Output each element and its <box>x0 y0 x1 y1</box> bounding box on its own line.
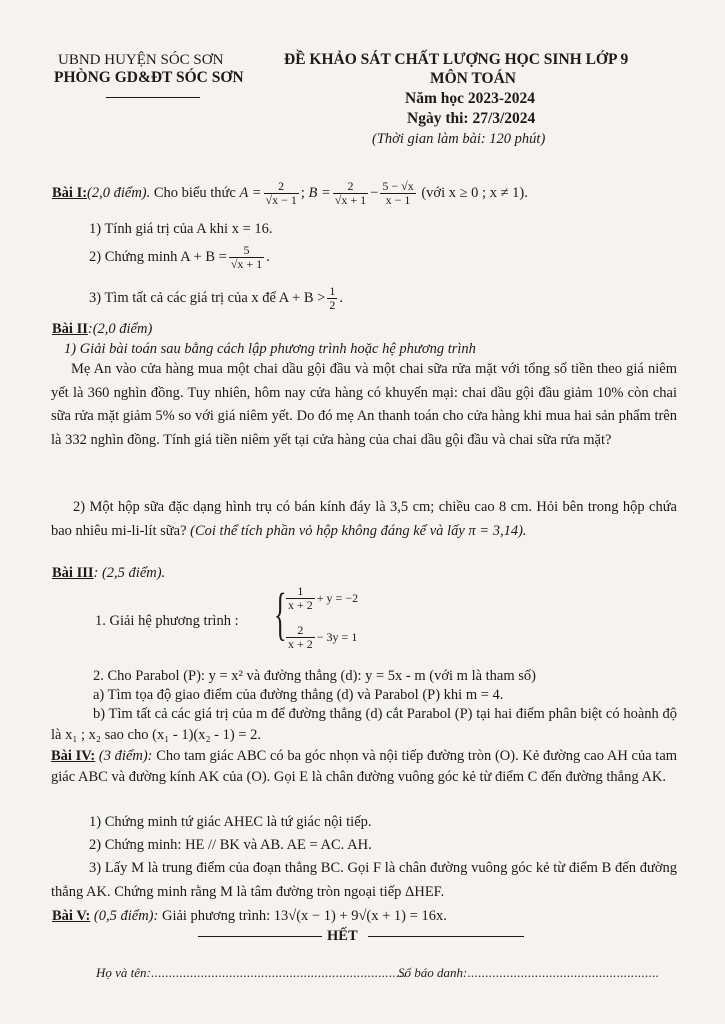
bai1-label: Bài I: <box>52 184 88 201</box>
exam-title: ĐỀ KHẢO SÁT CHẤT LƯỢNG HỌC SINH LỚP 9 <box>284 51 629 68</box>
end-marker: HẾT <box>327 928 358 944</box>
bai3-q1: 1. Giải hệ phương trình : <box>95 613 239 629</box>
system-eq1: $\frac{1}{x + 2}$ + y = −2 <box>288 584 359 612</box>
exam-date: Ngày thi: 27/3/2024 <box>407 110 536 127</box>
bai1-q2: 2) Chứng minh A + B = $\frac{5}{√x + 1}$ . <box>89 243 270 271</box>
bai4-statement: Bài IV: (3 điểm): Cho tam giác ABC có ba góc nhọn và nội tiếp đường tròn (O). Kẻ đường cao AH của tam giác ABC và đường kính AK của (O). Gọi E là chân đường vuông góc kẻ từ điểm C đến đường thẳng AK. <box>51 748 678 785</box>
exam-duration: (Thời gian làm bài: 120 phút) <box>372 131 546 147</box>
bai2-para1: Mẹ An vào cửa hàng mua một chai dầu gội đầu và một chai sữa rửa mặt với tổng số tiền theo giá niêm yết là 360 nghìn đồng. Tuy nhiên, hôm nay cửa hàng có khuyến mại: chai dầu gội đầu giảm 10% còn chai sữa rửa mặt giảm 5% so với giá niêm yết. Do đó mẹ An thanh toán cho cửa hàng khi mua hai sản phẩm trên là 332 nghìn đồng. Tính giá tiền niêm yết tại cửa hàng của chai dầu gội đầu và chai sữa rửa mặt? <box>51 361 677 448</box>
bai2-heading: Bài II:(2,0 điểm) <box>52 321 153 337</box>
q2-fraction: $\frac{5}{√x + 1}$ <box>230 243 263 271</box>
department-name: PHÒNG GD&ĐT SÓC SƠN <box>54 69 244 86</box>
end-rule-left <box>198 936 322 937</box>
bai3-q2: 2. Cho Parabol (P): y = x² và đường thẳng (d): y = 5x - m (với m là tham số) <box>93 668 536 684</box>
bai4-q1: 1) Chứng minh tứ giác AHEC là tứ giác nội tiếp. <box>89 814 372 830</box>
bai4-q3: 3) Lấy M là trung điểm của đoạn thẳng BC. Gọi F là chân đường vuông góc kẻ từ điểm B đến đường thẳng AK. Chứng minh rằng M là tâm đường tròn ngoại tiếp ΔHEF. <box>51 860 677 900</box>
A-fraction: $\frac{2}{√x - 1}$ <box>265 179 297 207</box>
header-rule <box>106 97 200 98</box>
candidate-name-line: Họ và tên:........................................................................ <box>96 965 407 980</box>
bai1-statement: Bài I:(2,0 điểm). Cho biểu thức A = $\frac{2}{√x - 1}$ ; B = $\frac{2}{√x + 1}$ − $\frac{5 - √x}{x - 1}$ (với x ≥ 0 ; x ≠ 1). <box>52 179 528 207</box>
bai1-points: (2,0 điểm). <box>87 184 151 201</box>
bai1-lead: Cho biểu thức <box>153 184 236 201</box>
bai3-q2a: a) Tìm tọa độ giao điểm của đường thẳng (d) và Parabol (P) khi m = 4. <box>93 687 504 703</box>
B-fraction-2: $\frac{5 - √x}{x - 1}$ <box>382 179 414 207</box>
subject-title: MÔN TOÁN <box>430 70 516 87</box>
candidate-number-line: Số báo danh:...................................................... <box>398 965 660 980</box>
system-eq2: $\frac{2}{x + 2}$ − 3y = 1 <box>288 623 358 651</box>
A-label: A = <box>239 184 262 201</box>
bai2-sub1: 1) Giải bài toán sau bằng cách lập phương trình hoặc hệ phương trình <box>64 341 476 357</box>
bai5-statement: Bài V: (0,5 điểm): Giải phương trình: 13√(x − 1) + 9√(x + 1) = 16x. <box>52 908 447 924</box>
B-label: B = <box>308 184 331 201</box>
bai1-q3: 3) Tìm tất cả các giá trị của x để A + B > $\frac{1}{2}$ . <box>89 284 343 312</box>
district-name: UBND HUYỆN SÓC SƠN <box>58 52 224 68</box>
bai1-q1: 1) Tính giá trị của A khi x = 16. <box>89 221 273 237</box>
q3-fraction: $\frac{1}{2}$ <box>329 284 336 312</box>
system-brace: { <box>274 581 287 646</box>
bai2-para2: 2) Một hộp sữa đặc dạng hình trụ có bán kính đáy là 3,5 cm; chiều cao 8 cm. Hỏi bên trong hộp chứa bao nhiêu mi-li-lít sữa? (Coi thể tích phần vỏ hộp không đáng kể và lấy π = 3,14). <box>51 499 677 539</box>
bai1-condition: (với x ≥ 0 ; x ≠ 1). <box>421 184 528 201</box>
end-rule-right <box>368 936 524 937</box>
school-year: Năm học 2023-2024 <box>405 90 536 107</box>
bai3-q2b: b) Tìm tất cả các giá trị của m để đường thẳng (d) cắt Parabol (P) tại hai điểm phân biệt có hoành độ là x₁ ; x₂ sao cho (x₁ - 1)(x₂ - 1) = 2. <box>51 706 677 743</box>
B-fraction-1: $\frac{2}{√x + 1}$ <box>334 179 367 207</box>
bai4-q2: 2) Chứng minh: HE // BK và AB. AE = AC. AH. <box>89 837 372 853</box>
bai3-heading: Bài III: (2,5 điểm). <box>52 565 166 581</box>
